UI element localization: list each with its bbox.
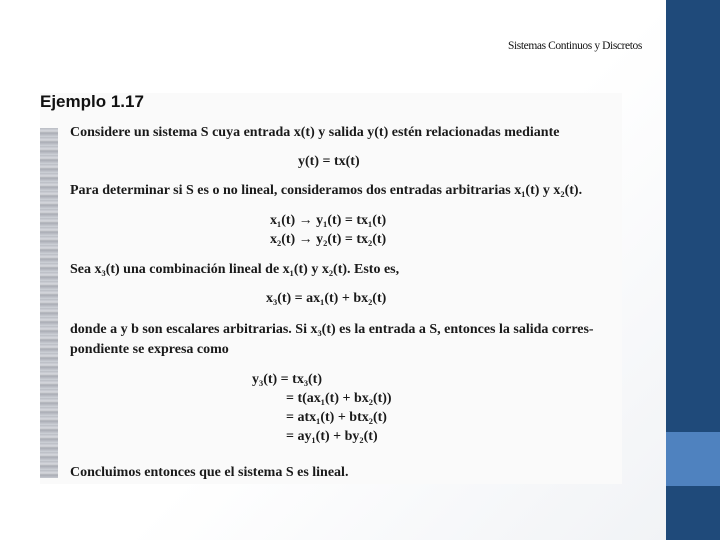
text-line: donde a y b son escalares arbitrarias. Si x₃(t) es la entrada a S, entonces la salida corres-	[70, 322, 594, 337]
right-band-accent-block	[666, 432, 720, 486]
equation-line: y₃(t) = tx₃(t)	[252, 372, 323, 387]
equation-line: = ay₁(t) + by₂(t)	[286, 429, 378, 444]
equation-line: = t(ax₁(t) + bx₂(t))	[286, 391, 392, 406]
equation-line: = atx₁(t) + btx₂(t)	[286, 410, 387, 425]
equation-line: x₃(t) = ax₁(t) + bx₂(t)	[266, 291, 387, 306]
example-heading: Ejemplo 1.17	[40, 92, 144, 111]
equation-line: y(t) = tx(t)	[298, 154, 360, 169]
text-line: pondiente se expresa como	[70, 342, 229, 357]
equation-line: x₁(t) → y₁(t) = tx₁(t)	[270, 213, 387, 228]
text-line: Para determinar si S es o no lineal, consideramos dos entradas arbitrarias x₁(t) y x₂(t).	[70, 183, 583, 198]
scan-binding-edge	[40, 128, 58, 478]
text-line: Sea x₃(t) una combinación lineal de x₁(t) y x₂(t). Esto es,	[70, 262, 400, 277]
equation-line: x₂(t) → y₂(t) = tx₂(t)	[270, 232, 387, 247]
text-line: Considere un sistema S cuya entrada x(t) y salida y(t) estén relacionadas mediante	[70, 125, 560, 140]
slide-title: Sistemas Continuos y Discretos	[508, 40, 642, 52]
text-line: Concluimos entonces que el sistema S es lineal.	[70, 465, 349, 480]
